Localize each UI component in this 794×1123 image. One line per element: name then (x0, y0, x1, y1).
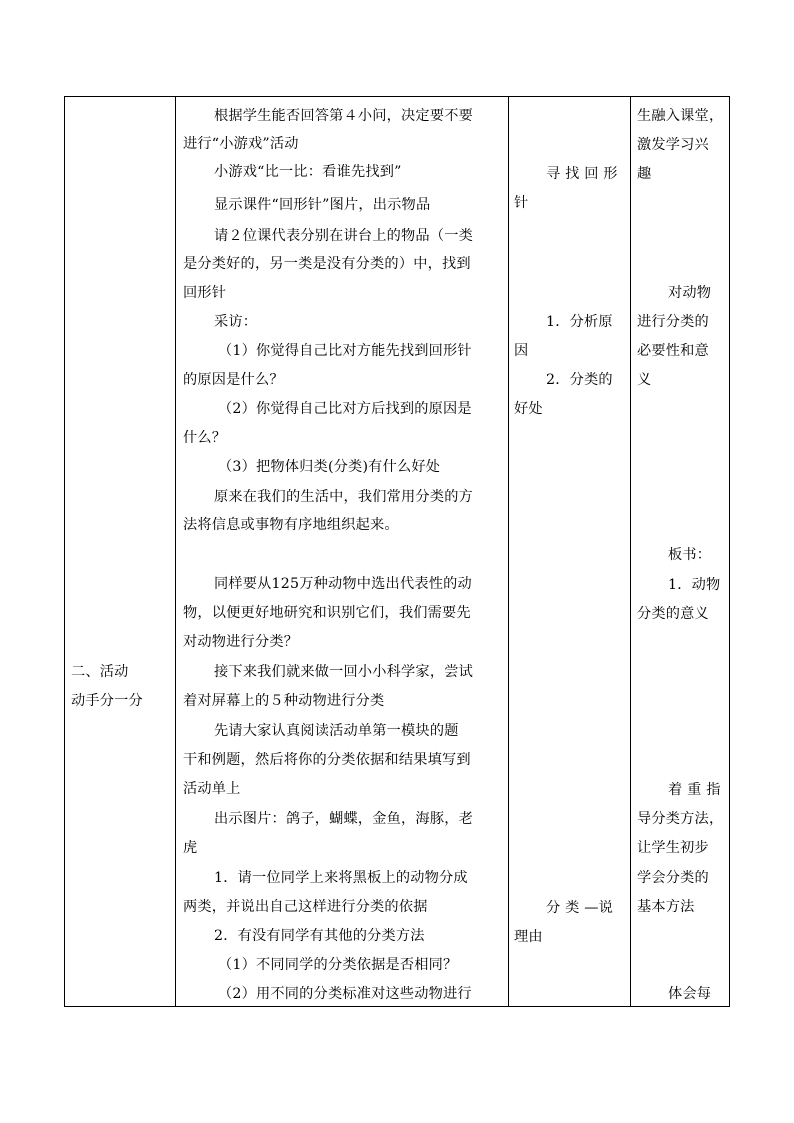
teacher-text-line: 虎 (183, 840, 198, 856)
column-divider-1 (175, 96, 176, 1007)
teacher-text-line: 的原因是什么？ (183, 372, 284, 388)
column-divider-3 (630, 96, 631, 1007)
stage-label: 二、活动 (71, 664, 129, 680)
intent-text-line: 对动物 (668, 285, 712, 301)
teacher-text-line: 干和例题，然后将你的分类依据和结果填写到 (183, 752, 471, 768)
teacher-text-line: 原来在我们的生活中，我们常用分类的方 (214, 489, 473, 505)
table-border-left (64, 96, 65, 1007)
teacher-text-line: 接下来我们就来做一回小小科学家，尝试 (214, 664, 473, 680)
intent-text-line: 导分类方法， (637, 811, 724, 827)
teacher-text-line: 是分类好的，另一类是没有分类的）中，找到 (183, 256, 471, 272)
teacher-text-line: 先请大家认真阅读活动单第一模块的题 (214, 723, 459, 739)
student-text-line: 寻 找 回 形 (546, 166, 618, 182)
teacher-text-line: 2．有没有同学有其他的分类方法 (214, 928, 425, 944)
intent-text-line: 必要性和意 (637, 343, 709, 359)
teacher-text-line: 根据学生能否回答第４小问，决定要不要 (214, 108, 473, 124)
teacher-text-line: 着对屏幕上的５种动物进行分类 (183, 693, 385, 709)
intent-text-line: 让学生初步 (637, 840, 709, 856)
teacher-text-line: 进行“小游戏”活动 (183, 136, 299, 152)
intent-text-line: 基本方法 (637, 899, 695, 915)
teacher-text-line: （1）你觉得自己比对方能先找到回形针 (218, 343, 472, 359)
teacher-text-line: 回形针 (183, 285, 227, 301)
teacher-text-line: 两类，并说出自己这样进行分类的依据 (183, 899, 428, 915)
teacher-text-line: 法将信息或事物有序地组织起来。 (183, 517, 399, 533)
student-text-line: 理由 (514, 929, 543, 945)
teacher-text-line: 对动物进行分类？ (183, 634, 299, 650)
intent-text-line: 学会分类的 (637, 870, 709, 886)
student-text-line: 针 (514, 195, 529, 211)
teacher-text-line: 请２位课代表分别在讲台上的物品（一类 (214, 228, 473, 244)
teacher-text-line: （2）你觉得自己比对方后找到的原因是 (218, 401, 472, 417)
intent-text-line: 1．动物 (668, 577, 721, 593)
intent-text-line: 义 (637, 372, 652, 388)
teacher-text-line: 同样要从125万种动物中选出代表性的动 (214, 576, 472, 592)
teacher-text-line: 物，以便更好地研究和识别它们，我们需要先 (183, 605, 471, 621)
intent-text-line: 体会每 (668, 986, 712, 1002)
teacher-text-line: 活动单上 (183, 781, 241, 797)
teacher-text-line: 出示图片：鸽子，蝴蝶，金鱼，海豚，老 (214, 811, 473, 827)
teacher-text-line: 显示课件“回形针”图片，出示物品 (214, 197, 431, 213)
student-text-line: 2．分类的 (546, 372, 613, 388)
intent-text-line: 板书： (668, 547, 712, 563)
teacher-text-line: 采访： (214, 314, 258, 330)
teacher-text-line: 什么？ (183, 430, 227, 446)
teacher-text-line: 1．请一位同学上来将黑板上的动物分成 (214, 870, 468, 886)
student-text-line: 好处 (514, 401, 543, 417)
teacher-text-line: （2）用不同的分类标准对这些动物进行 (218, 986, 472, 1002)
student-text-line: 因 (514, 343, 529, 359)
intent-text-line: 生融入课堂， (637, 108, 724, 124)
teacher-text-line: （1）不同同学的分类依据是否相同？ (218, 957, 458, 973)
student-text-line: 分 类 —说 (546, 900, 613, 916)
intent-text-line: 分类的意义 (637, 606, 709, 622)
intent-text-line: 着 重 指 (668, 782, 721, 798)
table-border-right (729, 96, 730, 1007)
stage-label: 动手分一分 (71, 693, 143, 709)
intent-text-line: 进行分类的 (637, 314, 709, 330)
teacher-text-line: （3）把物体归类(分类)有什么好处 (218, 459, 441, 475)
intent-text-line: 激发学习兴 (637, 137, 709, 153)
column-divider-2 (508, 96, 509, 1007)
intent-text-line: 趣 (637, 166, 652, 182)
teacher-text-line: 小游戏“比一比：看谁先找到” (214, 164, 402, 180)
student-text-line: 1．分析原 (546, 314, 613, 330)
